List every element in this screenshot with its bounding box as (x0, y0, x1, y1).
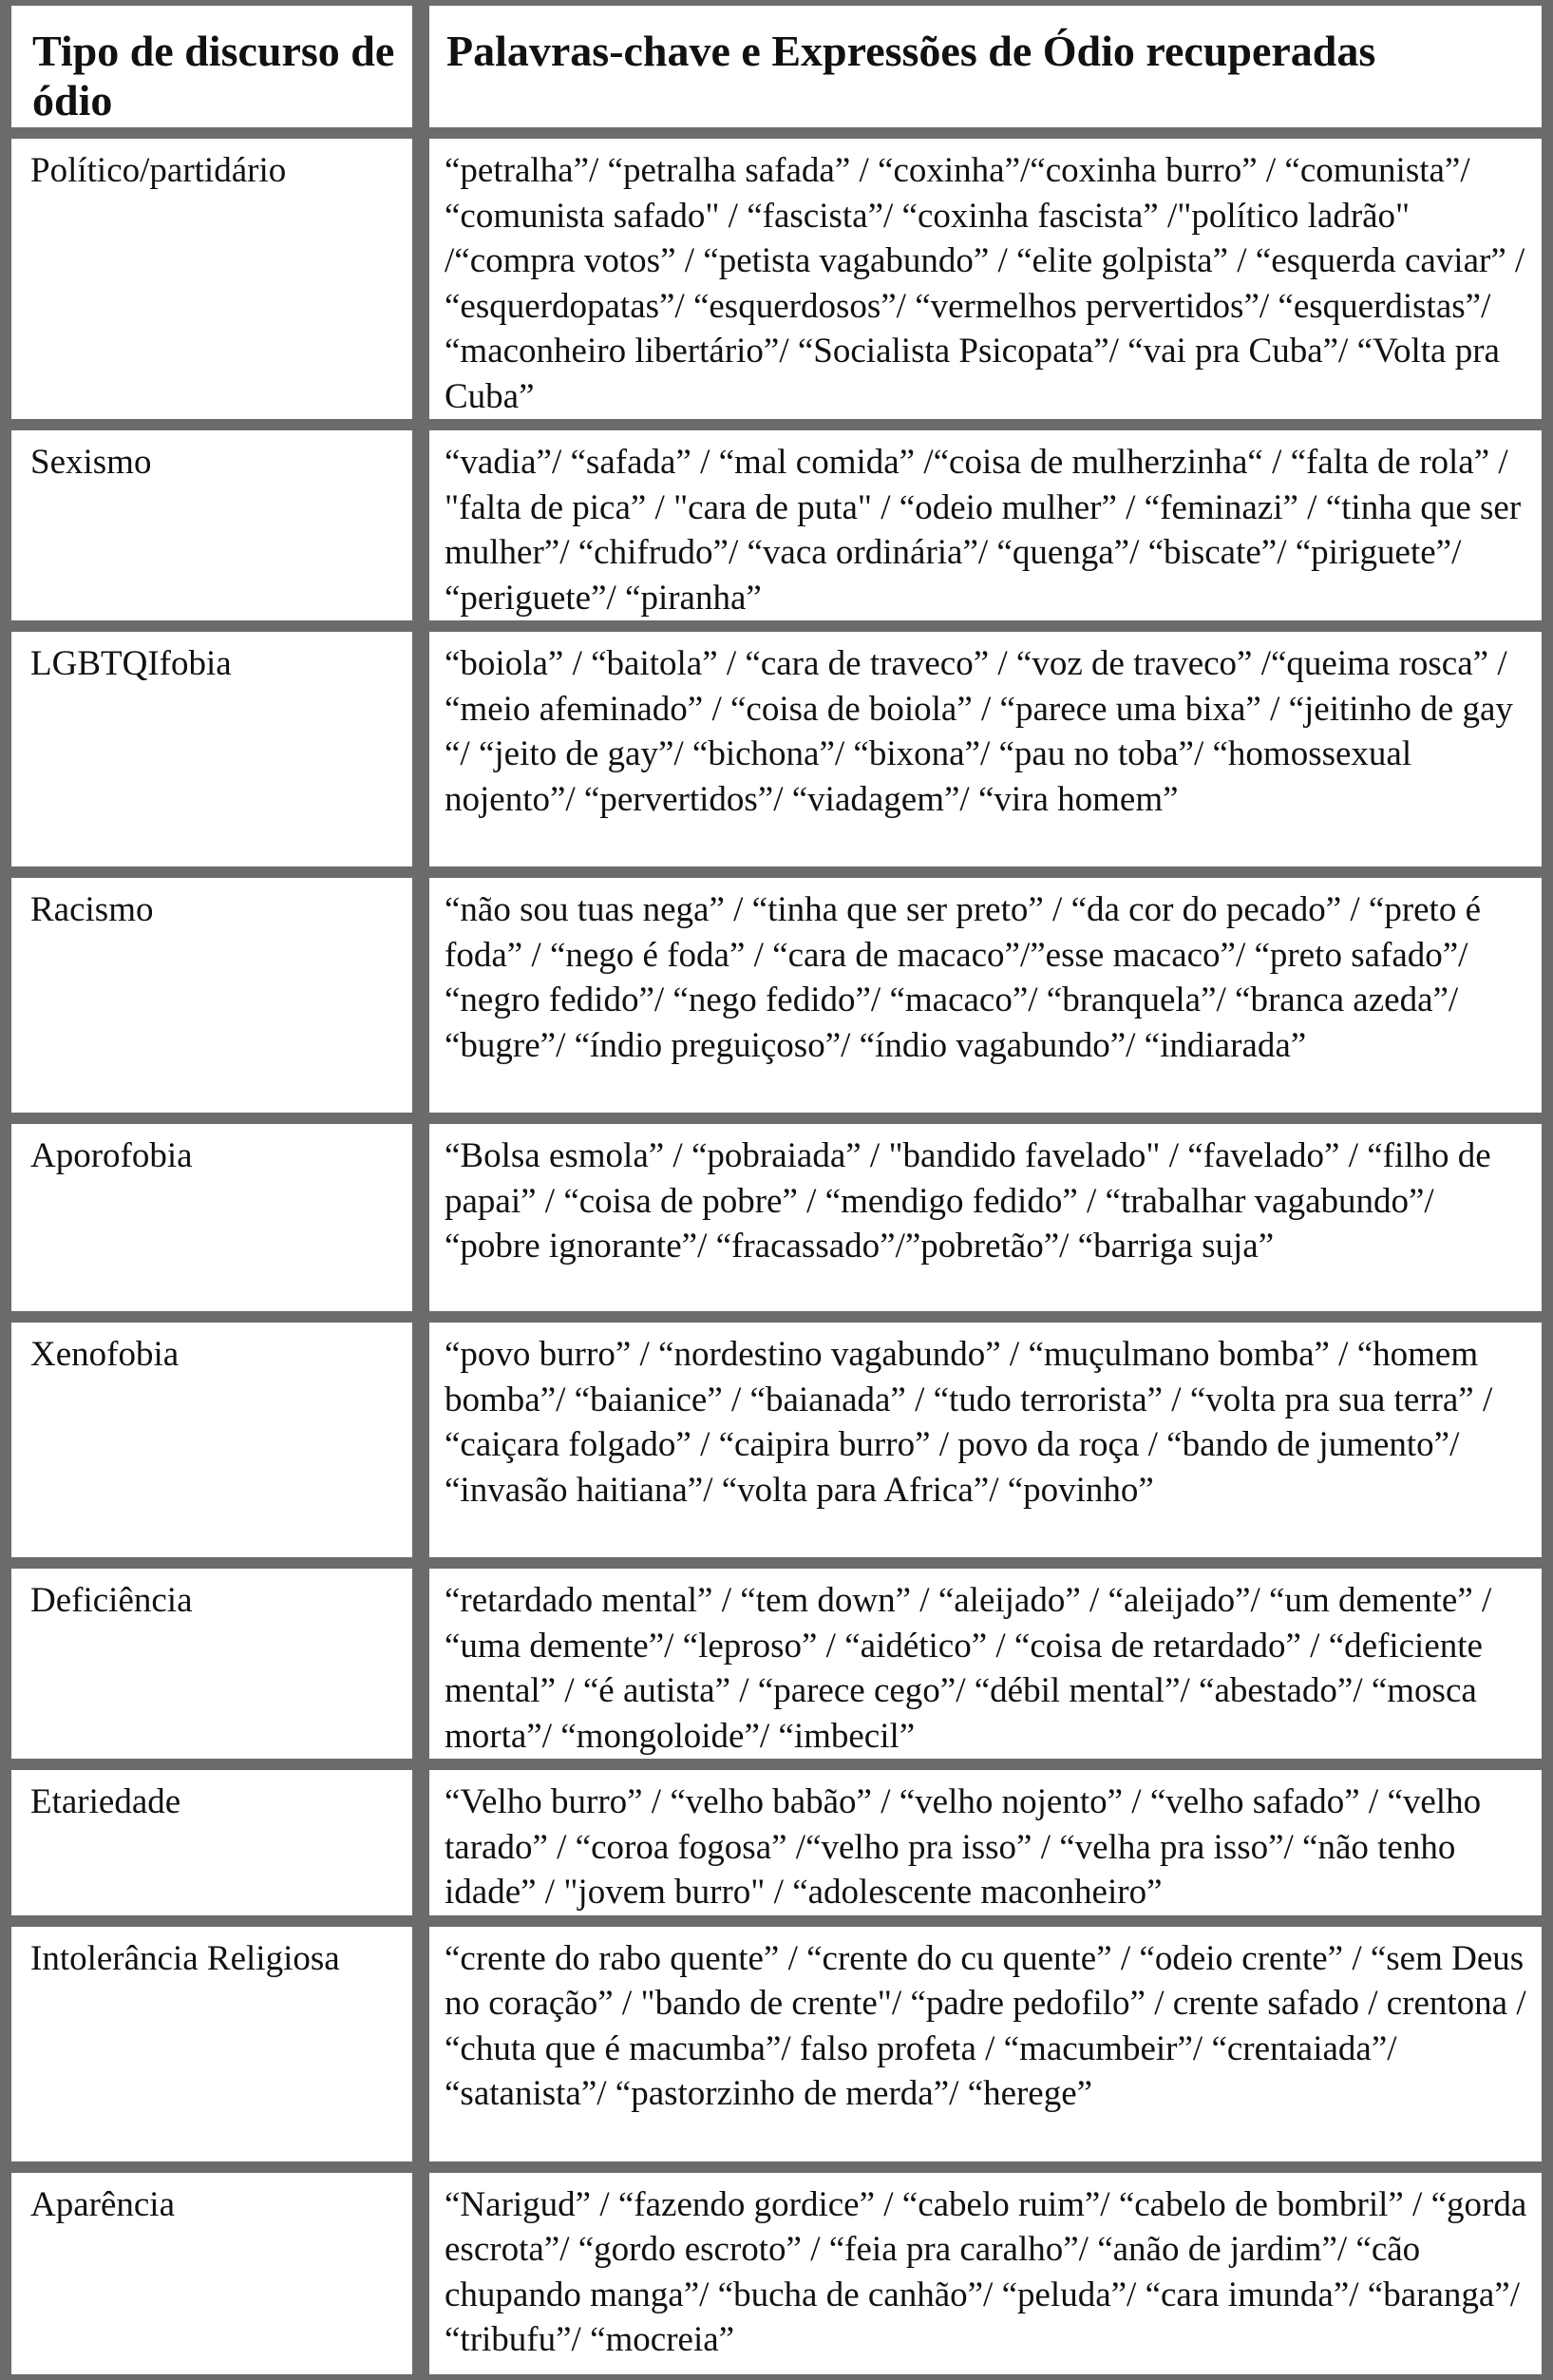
row-type: Intolerância Religiosa (0, 1921, 418, 2167)
header-type: Tipo de discurso de ódio (0, 0, 418, 133)
header-row (0, 0, 1553, 133)
row-keywords: “retardado mental” / “tem down” / “aleijado” / “aleijado”/ “um demente” / “uma demente”/ “leproso” / “aidético” / “coisa de retardado” / “deficiente mental” / “é autista” / “parece cego”/ “débil mental”/ “abestado”/ “mosca morta”/ “mongoloide”/ “imbecil” (418, 1563, 1553, 1764)
table-row (0, 1764, 1553, 1921)
row-keywords: “Bolsa esmola” / “pobraiada” / "bandido favelado" / “favelado” / “filho de papai” / “coisa de pobre” / “mendigo fedido” / “trabalhar vagabundo”/ “pobre ignorante”/ “fracassado”/”pobretão”/ “barriga suja” (418, 1118, 1553, 1317)
row-keywords: “crente do rabo quente” / “crente do cu quente” / “odeio crente” / “sem Deus no coração” / "bando de crente"/ “padre pedofilo” / crente safado / crentona / “chuta que é macumba”/ falso profeta / “macumbeir”/ “crentaiada”/ “satanista”/ “pastorzinho de merda”/ “herege” (418, 1921, 1553, 2167)
table-row (0, 1317, 1553, 1563)
row-keywords: “boiola” / “baitola” / “cara de traveco” / “voz de traveco” /“queima rosca” / “meio afeminado” / “coisa de boiola” / “parece uma bixa” / “jeitinho de gay “/ “jeito de gay”/ “bichona”/ “bixona”/ “pau no toba”/ “homossexual nojento”/ “pervertidos”/ “viadagem”/ “vira homem” (418, 626, 1553, 872)
table-row (0, 425, 1553, 626)
table-row (0, 133, 1553, 425)
row-keywords: “povo burro” / “nordestino vagabundo” / “muçulmano bomba” / “homem bomba”/ “baianice” / “baianada” / “tudo terrorista” / “volta pra sua terra” / “caiçara folgado” / “caipira burro” / povo da roça / “bando de jumento”/ “invasão haitiana”/ “volta para Africa”/ “povinho” (418, 1317, 1553, 1563)
row-type: Sexismo (0, 425, 418, 626)
row-type: Etariedade (0, 1764, 418, 1921)
row-type: Político/partidário (0, 133, 418, 425)
row-keywords: “petralha”/ “petralha safada” / “coxinha”/“coxinha burro” / “comunista”/ “comunista safado" / “fascista”/ “coxinha fascista” /"político ladrão" /“compra votos” / “petista vagabundo” / “elite golpista” / “esquerda caviar” / “esquerdopatas”/ “esquerdosos”/ “vermelhos pervertidos”/ “esquerdistas”/ “maconheiro libertário”/ “Socialista Psicopata”/ “vai pra Cuba”/ “Volta pra Cuba” (418, 133, 1553, 425)
row-keywords: “vadia”/ “safada” / “mal comida” /“coisa de mulherzinha“ / “falta de rola” / "falta de pica” / "cara de puta" / “odeio mulher” / “feminazi” / “tinha que ser mulher”/ “chifrudo”/ “vaca ordinária”/ “quenga”/ “biscate”/ “piriguete”/ “periguete”/ “piranha” (418, 425, 1553, 626)
row-keywords: “Narigud” / “fazendo gordice” / “cabelo ruim”/ “cabelo de bombril” / “gorda escrota”/ “gordo escroto” / “feia pra caralho”/ “anão de jardim”/ “cão chupando manga”/ “bucha de canhão”/ “peluda”/ “cara imunda”/ “baranga”/ “tribufu”/ “mocreia” (418, 2167, 1553, 2380)
row-type: Aporofobia (0, 1118, 418, 1317)
row-keywords: “não sou tuas nega” / “tinha que ser preto” / “da cor do pecado” / “preto é foda” / “nego é foda” / “cara de macaco”/”esse macaco”/ “preto safado”/ “negro fedido”/ “nego fedido”/ “macaco”/ “branquela”/ “branca azeda”/ “bugre”/ “índio preguiçoso”/ “índio vagabundo”/ “indiarada” (418, 872, 1553, 1118)
row-type: LGBTQIfobia (0, 626, 418, 872)
row-type: Aparência (0, 2167, 418, 2380)
row-type: Racismo (0, 872, 418, 1118)
table-row (0, 2167, 1553, 2380)
row-type: Deficiência (0, 1563, 418, 1764)
table-row (0, 872, 1553, 1118)
row-keywords: “Velho burro” / “velho babão” / “velho nojento” / “velho safado” / “velho tarado” / “coroa fogosa” /“velho pra isso” / “velha pra isso”/ “não tenho idade” / "jovem burro" / “adolescente maconheiro” (418, 1764, 1553, 1921)
header-keywords: Palavras-chave e Expressões de Ódio recuperadas (418, 0, 1553, 133)
table-row (0, 1118, 1553, 1317)
table-row (0, 1563, 1553, 1764)
table-row (0, 626, 1553, 872)
row-type: Xenofobia (0, 1317, 418, 1563)
table-row (0, 1921, 1553, 2167)
